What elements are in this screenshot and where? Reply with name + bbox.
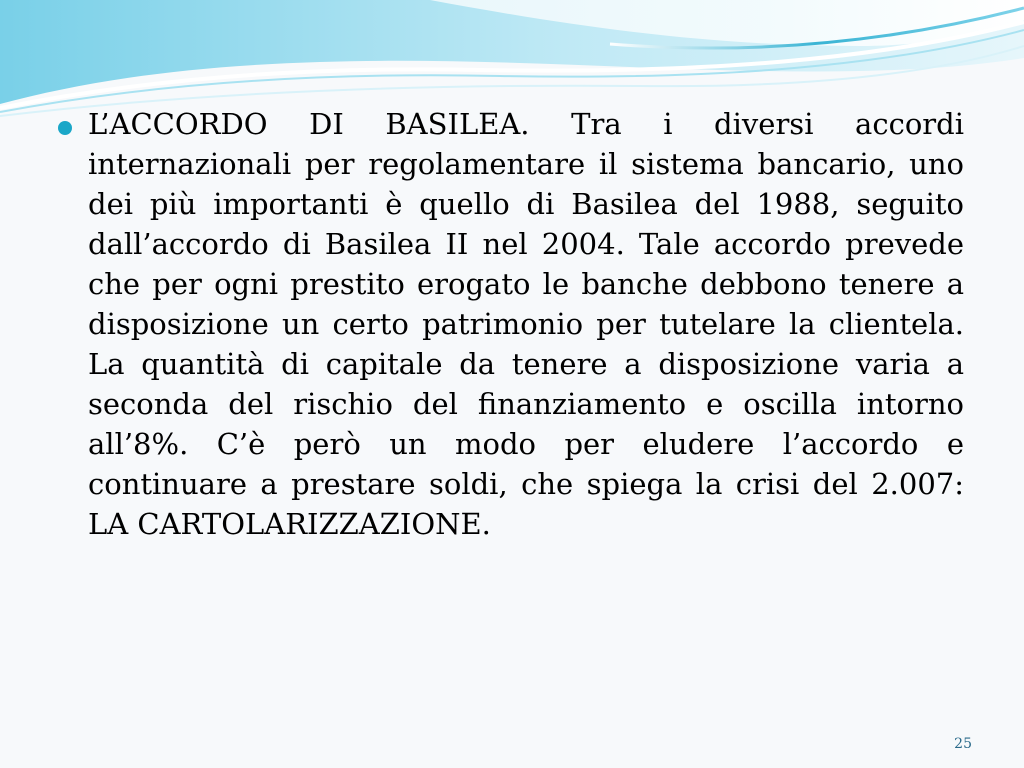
decorative-wave-header	[0, 0, 1024, 120]
content-area	[58, 104, 964, 544]
bullet-dot-icon	[58, 121, 72, 135]
page-number: 25	[954, 736, 972, 752]
bullet-paragraph	[58, 104, 964, 544]
body-text: L’ACCORDO DI BASILEA. Tra i diversi accordi internazionali per regolamentare il sistema bancario, uno dei più importanti è quello di Basilea del 1988, seguito dall’accordo di Basilea II nel 2004. Tale accordo prevede che per ogni prestito erogato le banche debbono tenere a disposizione un certo patrimonio per tutelare la clientela. La quantità di capitale da tenere a disposizione varia a seconda del rischio del finanziamento e oscilla intorno all’8%. C’è però un modo per eludere l’accordo e continuare a prestare soldi, che spiega la crisi del 2.007: LA CARTOLARIZZAZIONE.	[88, 107, 964, 541]
